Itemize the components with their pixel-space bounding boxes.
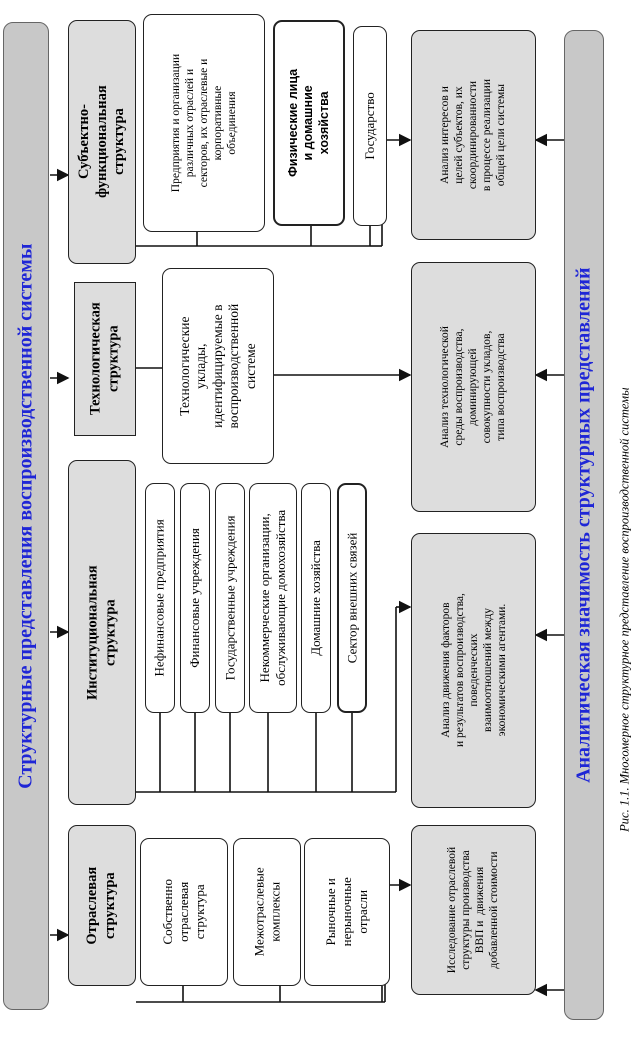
technological-item-1: Технологические уклады, идентифицируемые в воспроизводственной системе — [162, 268, 274, 464]
caption — [612, 180, 638, 1040]
header-sectoral-label: Отраслевая структура — [84, 866, 119, 945]
header-subject — [68, 20, 136, 264]
header-technological-label: Технологическая структура — [87, 302, 121, 416]
sectoral-item-2: Межотраслевые комплексы — [233, 838, 301, 986]
institutional-item-5: Домашние хозяйства — [301, 483, 331, 713]
institutional-item-6: Сектор внешних связей — [337, 483, 367, 713]
sectoral-item-3: Рыночные и нерыночные отрасли — [304, 838, 390, 986]
bottom-bar — [564, 30, 604, 1020]
header-sectoral — [68, 825, 136, 986]
institutional-item-3: Государственные учреждения — [215, 483, 245, 713]
subject-item-3: Государство — [353, 26, 387, 226]
top-bar-title: Структурные представления воспроизводственной системы — [14, 243, 37, 789]
top-bar — [3, 22, 49, 1010]
analysis-institutional: Анализ движения факторов и результатов воспроизводства, поведенческих взаимоотношений между экономическими агентами. — [411, 533, 536, 808]
header-institutional — [68, 460, 136, 805]
institutional-item-1: Нефинансовые предприятия — [145, 483, 175, 713]
analysis-subject: Анализ интересов и целей субъектов, их скоординированности в процессе реализации общей цели системы — [411, 30, 536, 240]
caption-text: Рис. 1.1. Многомерное структурное представление воспроизводственной системы — [617, 387, 632, 833]
header-subject-label: Субъектно- функциональная структура — [75, 85, 127, 199]
header-institutional-label: Институциональная структура — [84, 565, 119, 700]
sectoral-item-1: Собственно отраслевая структура — [140, 838, 228, 986]
bottom-bar-title: Аналитическая значимость структурных представлений — [572, 267, 595, 783]
subject-item-1: Предприятия и организации различных отраслей и секторов, их отраслевые и корпоративные объединения — [143, 14, 265, 232]
analysis-sectoral: Исследование отраслевой структуры производства ВВП и движения добавленной стоимости — [411, 825, 536, 995]
header-technological — [74, 282, 136, 436]
institutional-item-2: Финансовые учреждения — [180, 483, 210, 713]
institutional-item-4: Некоммерческие организации, обслуживающие домохозяйства — [249, 483, 297, 713]
subject-item-2: Физические лица и домашние хозяйства — [273, 20, 345, 226]
analysis-technological: Анализ технологической среды воспроизводства, доминирующей совокупности укладов, типа воспроизводства — [411, 262, 536, 512]
